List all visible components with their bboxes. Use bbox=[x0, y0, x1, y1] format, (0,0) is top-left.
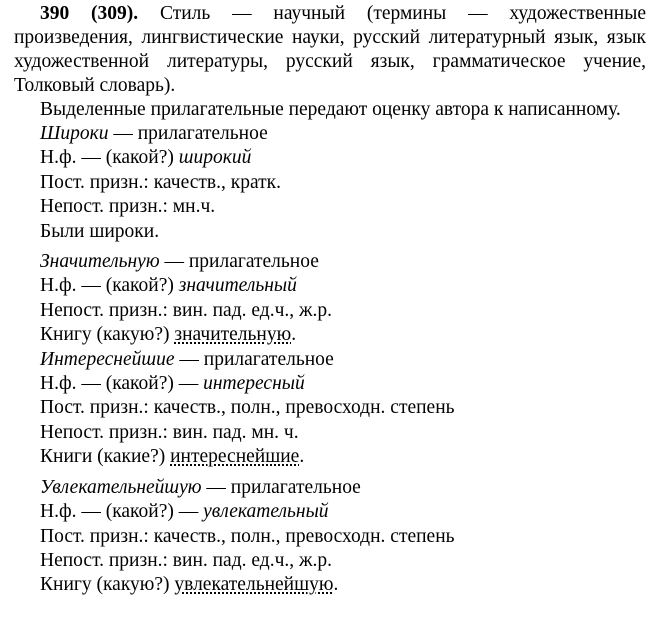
block-heading bbox=[14, 122, 646, 146]
example-text: Книгу (какую?) bbox=[40, 324, 175, 346]
exercise-number: 390 (309). bbox=[40, 3, 139, 24]
analysis-block-4 bbox=[14, 476, 646, 598]
initial-form-line bbox=[14, 372, 646, 396]
initial-form-label: Н.ф. — (какой?) — bbox=[40, 501, 204, 523]
analysis-block-2 bbox=[14, 250, 646, 348]
variable-features-line: Непост. призн.: мн.ч. bbox=[40, 196, 216, 218]
analysis-block-3 bbox=[14, 348, 646, 470]
block-heading bbox=[14, 476, 646, 500]
block-heading bbox=[14, 348, 646, 372]
example-word-underlined: увлекательнейшую bbox=[174, 574, 334, 596]
example-word-underlined: значительную bbox=[174, 324, 292, 346]
example-word-underlined: интереснейшие bbox=[170, 446, 300, 468]
initial-form-word: широкий bbox=[178, 147, 252, 169]
variable-features-line: Непост. призн.: вин. пад. ед.ч., ж.р. bbox=[40, 549, 332, 571]
initial-form-label: Н.ф. — (какой?) — bbox=[40, 373, 204, 395]
initial-form-word: интересный bbox=[203, 373, 305, 395]
constant-features-line: Пост. призн.: качеств., полн., превосходн. степень bbox=[40, 525, 455, 547]
initial-form-word: увлекательный bbox=[203, 501, 329, 523]
initial-form-line bbox=[14, 146, 646, 170]
example-end: . bbox=[291, 324, 297, 346]
constant-features-line: Пост. призн.: качеств., полн., превосходн. степень bbox=[40, 397, 455, 419]
example-text: Книги (какие?) bbox=[40, 446, 171, 468]
exercise-intro bbox=[14, 2, 646, 98]
analyzed-word: Интереснейшие bbox=[40, 348, 175, 370]
author-assessment-note: Выделенные прилагательные передают оценку автора к написанному. bbox=[40, 99, 621, 120]
constant-features-line: Пост. призн.: качеств., кратк. bbox=[40, 171, 281, 193]
example-line bbox=[14, 323, 646, 347]
example-end: . bbox=[333, 574, 339, 596]
example-line bbox=[14, 573, 646, 597]
part-of-speech: — прилагательное bbox=[174, 348, 334, 370]
part-of-speech: — прилагательное bbox=[201, 476, 361, 498]
initial-form-word: значительный bbox=[178, 275, 297, 297]
variable-features-line: Непост. призн.: вин. пад. ед.ч., ж.р. bbox=[40, 299, 332, 321]
example-line bbox=[14, 445, 646, 469]
exercise-page bbox=[14, 2, 646, 598]
part-of-speech: — прилагательное bbox=[159, 251, 319, 273]
example-text: Книгу (какую?) bbox=[40, 574, 175, 596]
analyzed-word: Широки bbox=[40, 123, 109, 144]
initial-form-label: Н.ф. — (какой?) bbox=[40, 147, 179, 169]
variable-features-line: Непост. призн.: вин. пад. мн. ч. bbox=[40, 421, 299, 443]
example-text: Были широки. bbox=[40, 220, 160, 242]
analyzed-word: Увлекательнейшую bbox=[40, 476, 202, 498]
part-of-speech: — прилагательное bbox=[108, 123, 268, 144]
initial-form-line bbox=[14, 274, 646, 298]
analysis-block-1 bbox=[14, 122, 646, 244]
analyzed-word: Значительную bbox=[40, 251, 160, 273]
block-heading bbox=[14, 250, 646, 274]
initial-form-line bbox=[14, 500, 646, 524]
exercise-style-description: Стиль — научный (термины — художественные произведения, лингвистические науки, русский литературный язык, язык художественной литературы, русский язык, грамматическое учение, Толковый словарь). bbox=[14, 3, 646, 96]
example-line bbox=[14, 220, 646, 244]
example-end: . bbox=[299, 446, 305, 468]
initial-form-label: Н.ф. — (какой?) bbox=[40, 275, 179, 297]
